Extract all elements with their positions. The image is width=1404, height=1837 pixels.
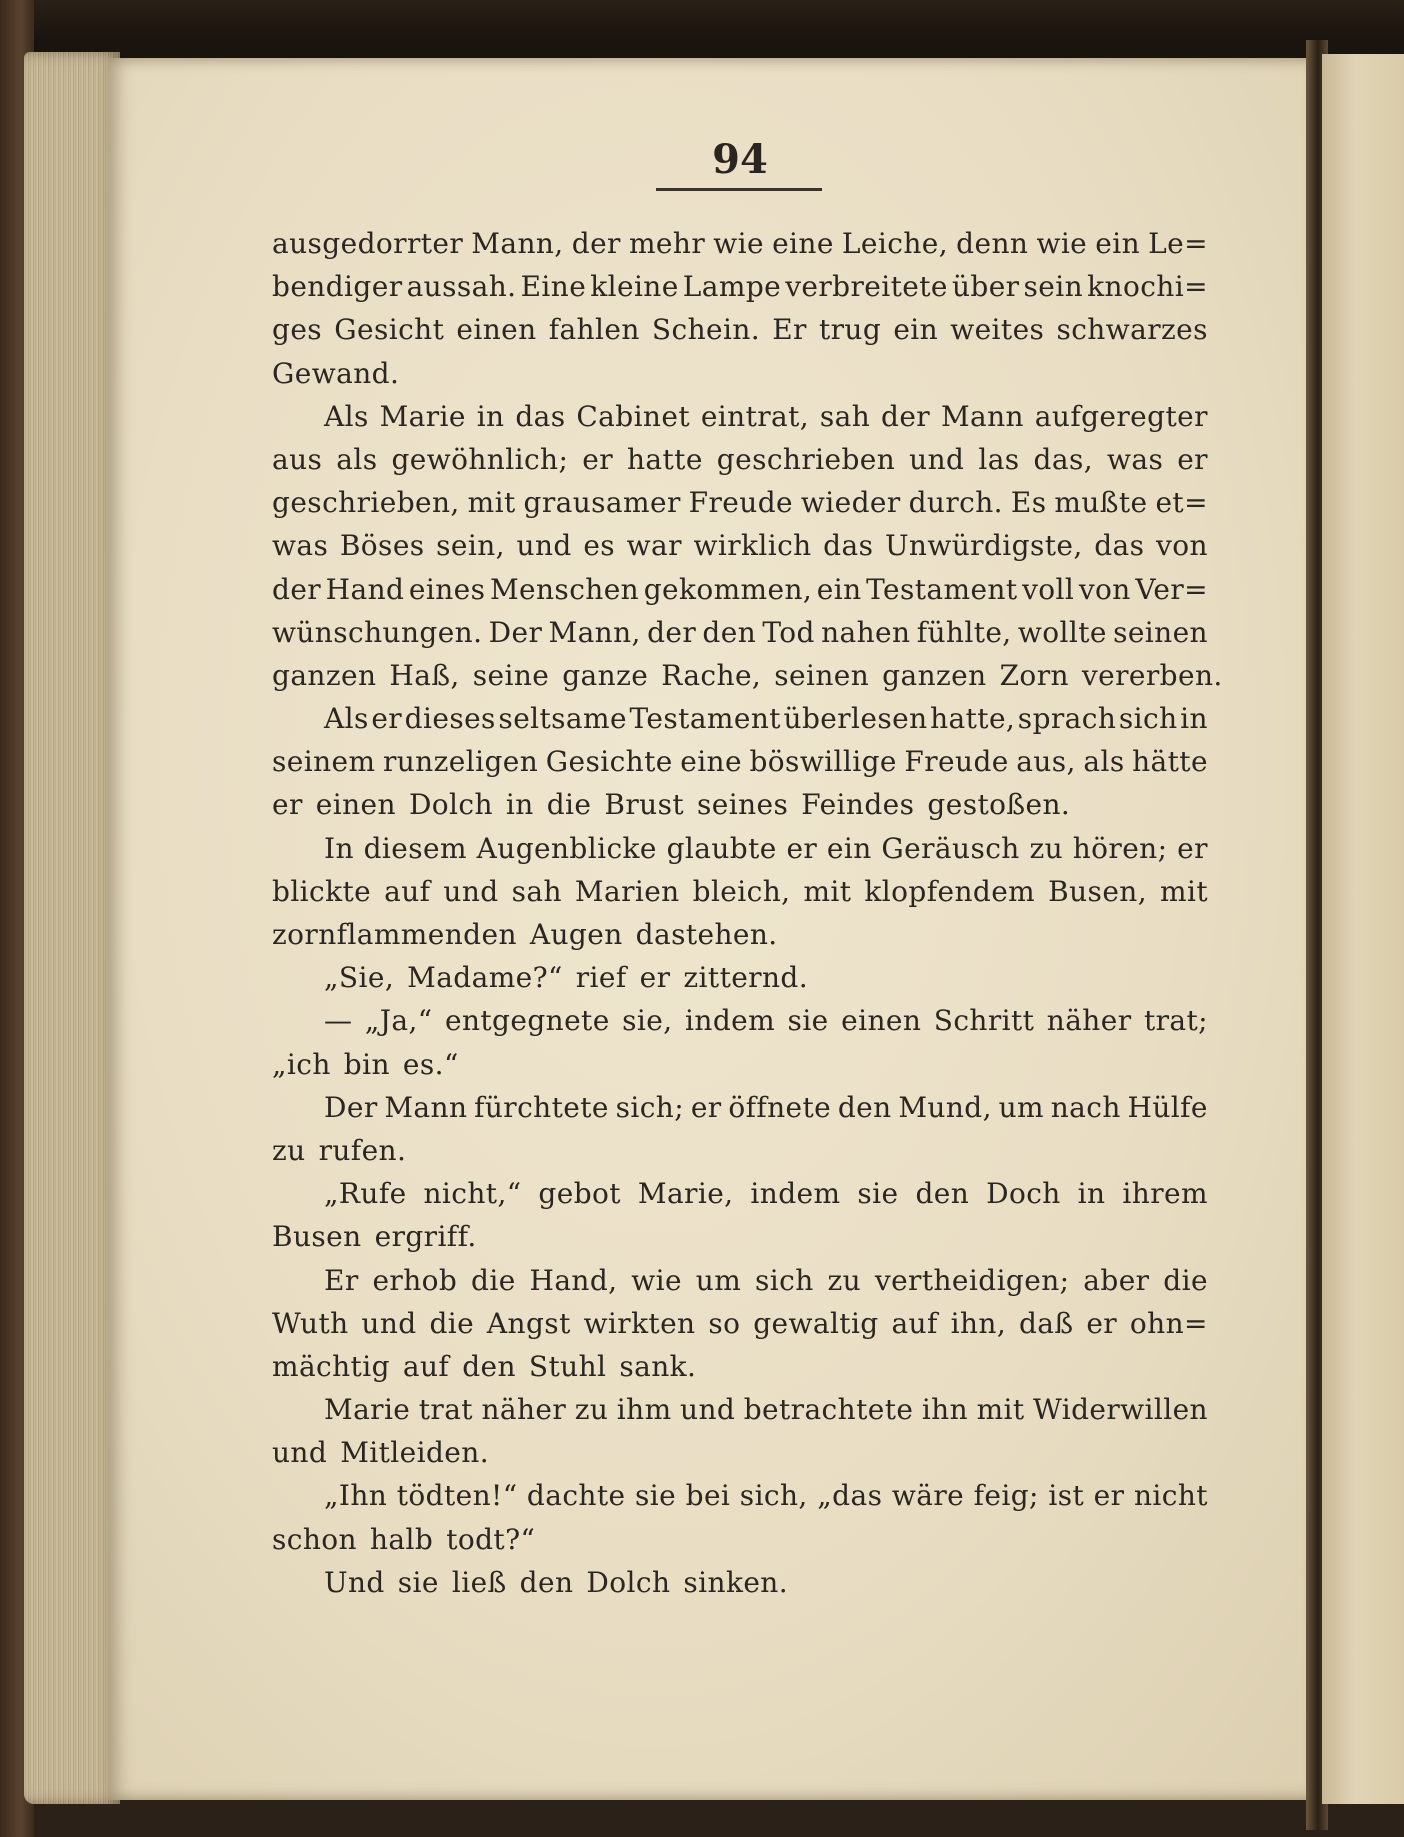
text-line: — „Ja,“ entgegnete sie, indem sie einen Schritt näher trat; bbox=[324, 1004, 1208, 1038]
text-line: Gewand. bbox=[272, 356, 400, 390]
page-edges-stack bbox=[24, 52, 120, 1804]
text-line: zu rufen. bbox=[272, 1133, 407, 1167]
text-line: blickte auf und sah Marien bleich, mit klopfendem Busen, mit bbox=[272, 874, 1208, 908]
paragraph bbox=[272, 827, 1208, 957]
paragraph bbox=[272, 956, 1208, 999]
page-number: 94 bbox=[712, 136, 768, 183]
text-line: schon halb todt?“ bbox=[272, 1522, 536, 1556]
paragraph bbox=[272, 1474, 1208, 1560]
body-text bbox=[272, 222, 1223, 1604]
text-line: „Rufe nicht,“ gebot Marie, indem sie den Doch in ihrem bbox=[324, 1177, 1208, 1211]
text-line: Marie trat näher zu ihm und betrachtete ihn mit Widerwillen bbox=[324, 1393, 1208, 1427]
text-line: geschrieben, mit grausamer Freude wieder durch. Es mußte et= bbox=[272, 486, 1208, 520]
paragraph bbox=[272, 1388, 1208, 1474]
text-line: der Hand eines Menschen gekommen, ein Testament voll von Ver= bbox=[272, 572, 1208, 606]
text-line: Wuth und die Angst wirkten so gewaltig auf ihn, daß er ohn= bbox=[272, 1306, 1208, 1340]
facing-page-edge bbox=[1322, 54, 1404, 1804]
paragraph bbox=[272, 697, 1208, 827]
paragraph bbox=[272, 395, 1223, 697]
paragraph bbox=[272, 1561, 1208, 1604]
text-line: „ich bin es.“ bbox=[272, 1047, 459, 1081]
text-line: Als Marie in das Cabinet eintrat, sah der Mann aufgeregter bbox=[324, 399, 1208, 433]
paragraph bbox=[272, 1086, 1208, 1172]
text-line: Als er dieses seltsame Testament überlesen hatte, sprach sich in bbox=[324, 702, 1208, 736]
text-line: „Ihn tödten!“ dachte sie bei sich, „das wäre feig; ist er nicht bbox=[324, 1479, 1208, 1513]
text-line: was Böses sein, und es war wirklich das Unwürdigste, das von bbox=[272, 529, 1208, 563]
text-line: er einen Dolch in die Brust seines Feindes gestoßen. bbox=[272, 788, 1071, 822]
text-line: mächtig auf den Stuhl sank. bbox=[272, 1349, 697, 1383]
text-line: bendiger aussah. Eine kleine Lampe verbreitete über sein knochi= bbox=[272, 270, 1208, 304]
text-line: und Mitleiden. bbox=[272, 1436, 489, 1470]
text-line: ges Gesicht einen fahlen Schein. Er trug ein weites schwarzes bbox=[272, 313, 1208, 347]
text-line: zornflammenden Augen dastehen. bbox=[272, 918, 778, 951]
text-line: Der Mann fürchtete sich; er öffnete den Mund, um nach Hülfe bbox=[324, 1090, 1208, 1124]
text-line: seinem runzeligen Gesichte eine böswillige Freude aus, als hätte bbox=[272, 745, 1208, 779]
paragraph bbox=[272, 999, 1208, 1085]
header-rule bbox=[656, 188, 822, 191]
text-line: wünschungen. Der Mann, der den Tod nahen fühlte, wollte seinen bbox=[272, 615, 1208, 649]
text-line: Er erhob die Hand, wie um sich zu vertheidigen; aber die bbox=[324, 1263, 1208, 1297]
text-line: Busen ergriff. bbox=[272, 1220, 477, 1254]
text-line: „Sie, Madame?“ rief er zitternd. bbox=[324, 961, 809, 995]
text-line: Und sie ließ den Dolch sinken. bbox=[324, 1565, 789, 1599]
text-line: ganzen Haß, seine ganze Rache, seinen ganzen Zorn vererben. bbox=[272, 658, 1223, 692]
paragraph bbox=[272, 222, 1208, 395]
text-line: In diesem Augenblicke glaubte er ein Geräusch zu hören; er bbox=[324, 831, 1208, 865]
text-line: aus als gewöhnlich; er hatte geschrieben und las das, was er bbox=[272, 442, 1208, 476]
paragraph bbox=[272, 1172, 1208, 1258]
text-line: ausgedorrter Mann, der mehr wie eine Leiche, denn wie ein Le= bbox=[272, 227, 1208, 260]
paragraph bbox=[272, 1259, 1208, 1389]
